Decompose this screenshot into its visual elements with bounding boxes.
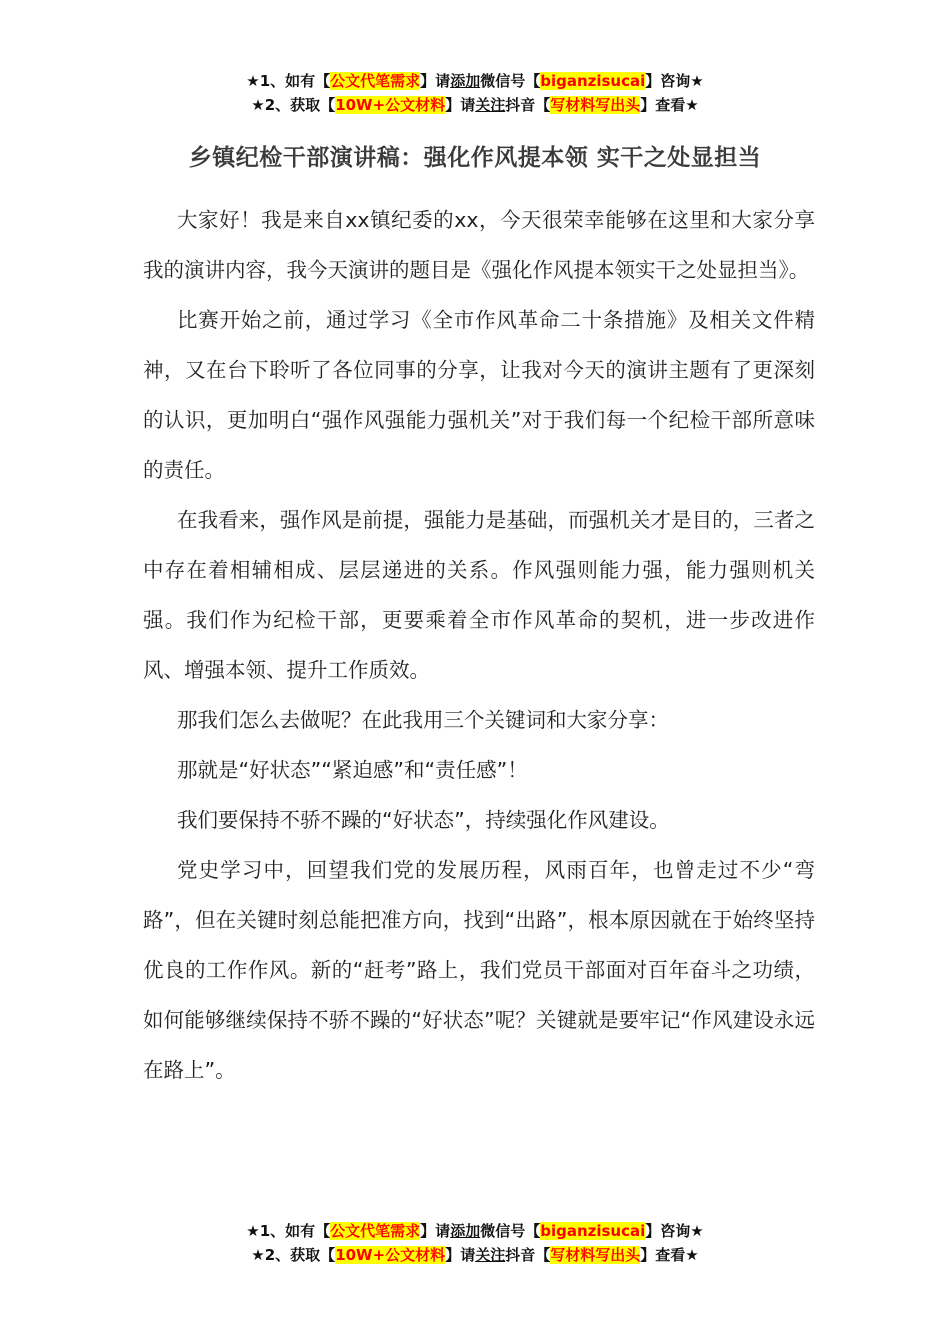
highlight-text: 公文代笔需求: [330, 1222, 421, 1240]
banner-line-2: [0, 1243, 950, 1267]
underlined-text: 添加: [450, 1222, 481, 1240]
banner-text: 】请: [445, 96, 476, 114]
banner-text: 】请: [420, 1222, 451, 1240]
banner-text: 】咨询★: [645, 72, 704, 90]
banner-line-1: [0, 1219, 950, 1243]
banner-text: ★1、如有【: [246, 1222, 331, 1240]
banner-text: 】请: [445, 1246, 476, 1264]
paragraph: 大家好！我是来自xx镇纪委的xx，今天很荣幸能够在这里和大家分享我的演讲内容，我今天演讲的题目是《强化作风提本领实干之处显担当》。: [143, 208, 815, 282]
banner-text: 抖音【: [505, 1246, 551, 1264]
banner-text: 微信号【: [480, 72, 541, 90]
banner-line-2: [0, 93, 950, 117]
banner-text: ★2、获取【: [251, 1246, 336, 1264]
footer-banner: [0, 1219, 950, 1267]
document-body: [143, 195, 815, 1095]
underlined-text: 添加: [450, 72, 481, 90]
paragraph: 在我看来，强作风是前提，强能力是基础，而强机关才是目的，三者之中存在着相辅相成、层层递进的关系。作风强则能力强，能力强则机关强。我们作为纪检干部，更要乘着全市作风革命的契机，进一步改进作风、增强本领、提升工作质效。: [143, 508, 815, 682]
wechat-id: biganzisucai: [540, 72, 646, 90]
banner-text: 】查看★: [640, 96, 699, 114]
banner-text: 】请: [420, 72, 451, 90]
highlight-text: 10W+公文材料: [335, 96, 446, 114]
paragraph: 我们要保持不骄不躁的“好状态”，持续强化作风建设。: [177, 808, 670, 832]
banner-text: 】查看★: [640, 1246, 699, 1264]
paragraph: 比赛开始之前，通过学习《全市作风革命二十条措施》及相关文件精神，又在台下聆听了各位同事的分享，让我对今天的演讲主题有了更深刻的认识，更加明白“强作风强能力强机关”对于我们每一个纪检干部所意味的责任。: [143, 308, 815, 482]
banner-line-1: [0, 69, 950, 93]
underlined-text: 关注: [475, 96, 506, 114]
paragraph: 那就是“好状态”“紧迫感”和“责任感”！: [177, 758, 528, 782]
paragraph: 党史学习中，回望我们党的发展历程，风雨百年，也曾走过不少“弯路”，但在关键时刻总能把准方向，找到“出路”，根本原因就在于始终坚持优良的工作作风。新的“赶考”路上，我们党员干部面对百年奋斗之功绩，如何能够继续保持不骄不躁的“好状态”呢？关键就是要牢记“作风建设永远在路上”。: [143, 858, 815, 1082]
wechat-id: biganzisucai: [540, 1222, 646, 1240]
douyin-id: 写材料写出头: [550, 1246, 641, 1264]
highlight-text: 10W+公文材料: [335, 1246, 446, 1264]
banner-text: 】咨询★: [645, 1222, 704, 1240]
paragraph: 那我们怎么去做呢？在此我用三个关键词和大家分享：: [177, 708, 669, 732]
douyin-id: 写材料写出头: [550, 96, 641, 114]
underlined-text: 关注: [475, 1246, 506, 1264]
document-title: 乡镇纪检干部演讲稿：强化作风提本领 实干之处显担当: [188, 145, 762, 171]
banner-text: ★2、获取【: [251, 96, 336, 114]
banner-text: ★1、如有【: [246, 72, 331, 90]
header-banner: [0, 69, 950, 117]
banner-text: 微信号【: [480, 1222, 541, 1240]
banner-text: 抖音【: [505, 96, 551, 114]
highlight-text: 公文代笔需求: [330, 72, 421, 90]
